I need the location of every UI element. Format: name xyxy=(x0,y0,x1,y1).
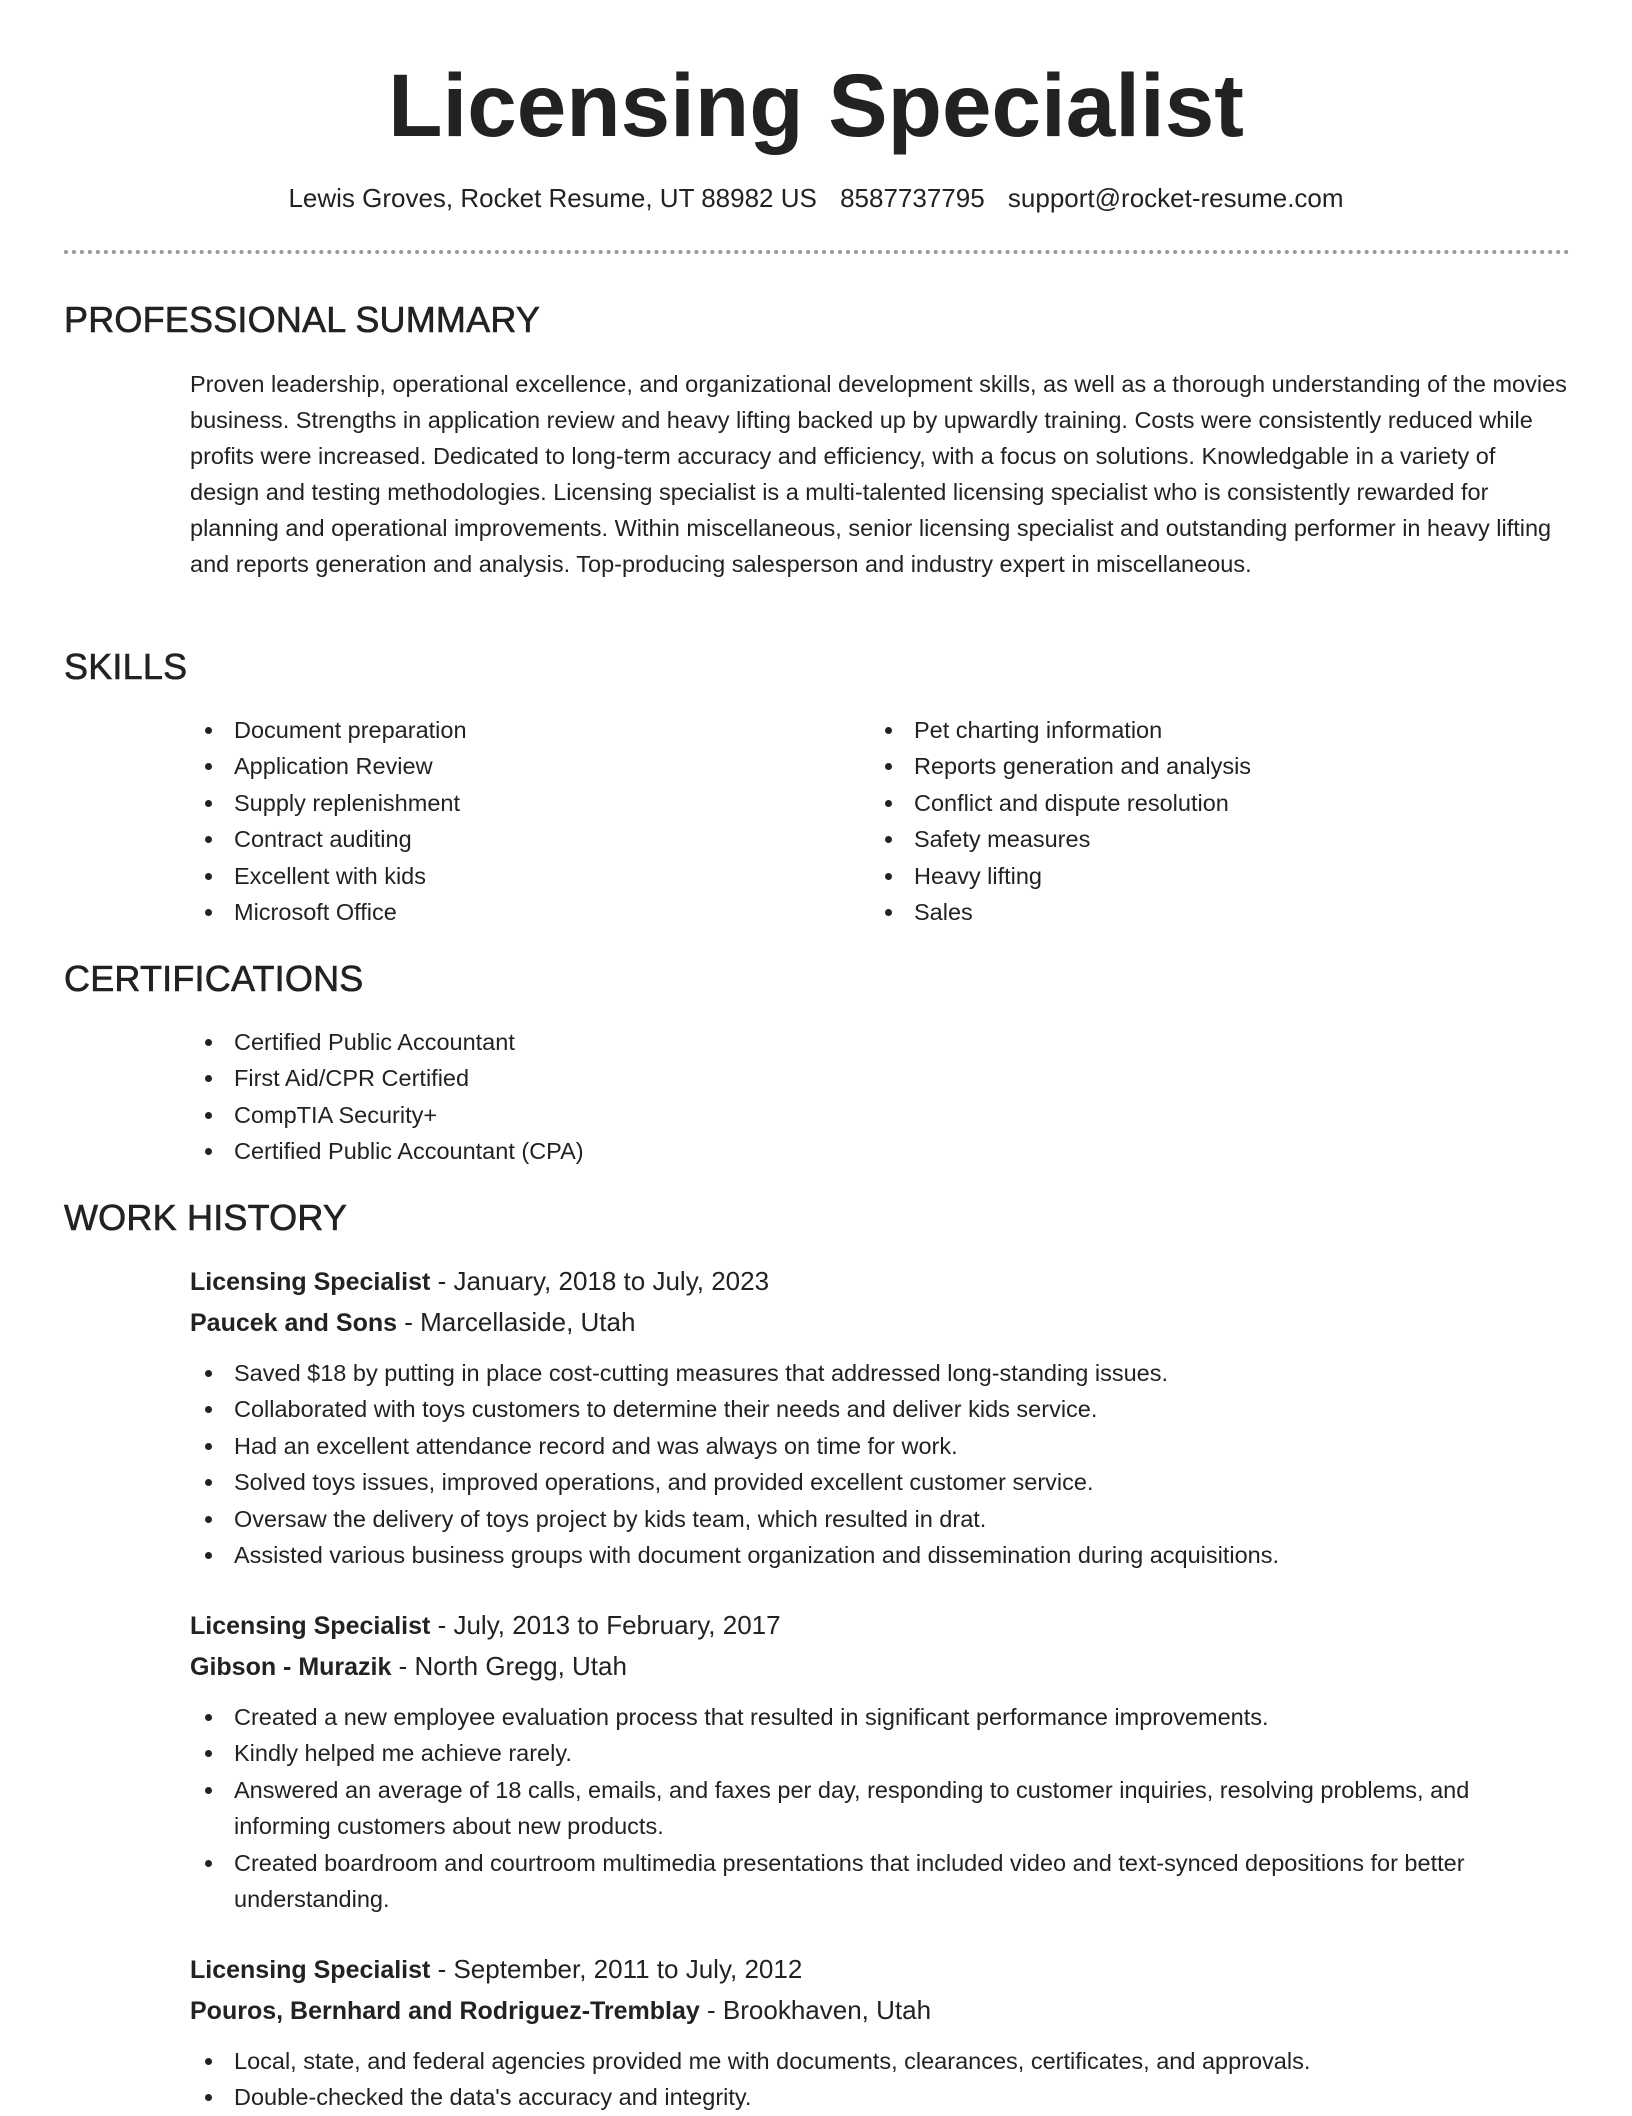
skill-item: Pet charting information xyxy=(870,712,1510,748)
job-entry xyxy=(190,1949,1570,2116)
certification-item: CompTIA Security+ xyxy=(190,1097,1490,1133)
contact-email: support@rocket-resume.com xyxy=(1007,183,1344,213)
skills-heading: SKILLS xyxy=(64,646,188,687)
skill-item: Sales xyxy=(870,894,1510,930)
job-title-line xyxy=(190,1261,1570,1302)
job-bullet: Saved $18 by putting in place cost-cutting measures that addressed long-standing issues. xyxy=(190,1355,1570,1391)
job-separator: - xyxy=(430,1954,454,1984)
job-separator: - xyxy=(430,1266,454,1296)
skill-item: Supply replenishment xyxy=(190,785,830,821)
resume-title: Licensing Specialist xyxy=(388,55,1244,155)
work-history-heading: WORK HISTORY xyxy=(64,1197,348,1238)
job-company-line xyxy=(190,1646,1570,1687)
skill-item: Heavy lifting xyxy=(870,858,1510,894)
skill-item: Microsoft Office xyxy=(190,894,830,930)
job-bullet: Had an excellent attendance record and was always on time for work. xyxy=(190,1428,1570,1464)
job-bullets xyxy=(190,2043,1570,2116)
job-separator: - xyxy=(391,1651,415,1681)
job-company: Pouros, Bernhard and Rodriguez-Tremblay xyxy=(190,1997,700,2025)
skill-item: Application Review xyxy=(190,748,830,784)
job-bullet: Created a new employee evaluation process that resulted in significant performance improvements. xyxy=(190,1699,1570,1735)
job-location: North Gregg, Utah xyxy=(414,1651,627,1681)
contact-line xyxy=(0,180,1632,216)
job-company: Gibson - Murazik xyxy=(190,1653,392,1681)
job-bullets xyxy=(190,1699,1570,1917)
certification-item: First Aid/CPR Certified xyxy=(190,1060,1490,1096)
skill-item: Excellent with kids xyxy=(190,858,830,894)
certifications-list xyxy=(190,1024,1490,1170)
job-bullet: Collaborated with toys customers to determine their needs and deliver kids service. xyxy=(190,1391,1570,1427)
job-company: Paucek and Sons xyxy=(190,1309,398,1337)
job-company-line xyxy=(190,1302,1570,1343)
job-bullet: Kindly helped me achieve rarely. xyxy=(190,1735,1570,1771)
job-title-line xyxy=(190,1949,1570,1990)
job-bullet: Oversaw the delivery of toys project by kids team, which resulted in drat. xyxy=(190,1501,1570,1537)
job-bullet: Created boardroom and courtroom multimedia presentations that included video and text-synced depositions for better understanding. xyxy=(190,1845,1570,1918)
job-company-line xyxy=(190,1990,1570,2031)
certification-item: Certified Public Accountant xyxy=(190,1024,1490,1060)
job-location: Brookhaven, Utah xyxy=(722,1995,932,2025)
job-separator: - xyxy=(699,1995,723,2025)
skills-list-left xyxy=(190,712,830,930)
job-title: Licensing Specialist xyxy=(190,1956,431,1984)
job-separator: - xyxy=(430,1610,454,1640)
job-bullet: Solved toys issues, improved operations, and provided excellent customer service. xyxy=(190,1464,1570,1500)
skill-item: Reports generation and analysis xyxy=(870,748,1510,784)
job-bullet: Double-checked the data's accuracy and integrity. xyxy=(190,2079,1570,2115)
skills-list-right xyxy=(870,712,1510,930)
skill-item: Conflict and dispute resolution xyxy=(870,785,1510,821)
job-dates: July, 2013 to February, 2017 xyxy=(453,1610,781,1640)
skill-item: Contract auditing xyxy=(190,821,830,857)
job-bullet: Local, state, and federal agencies provided me with documents, clearances, certificates, and approvals. xyxy=(190,2043,1570,2079)
contact-address: Lewis Groves, Rocket Resume, UT 88982 US xyxy=(288,183,817,213)
summary-text: Proven leadership, operational excellence, and organizational development skills, as well as a thorough understanding of the movies business. Strengths in application review and heavy lifting backed up by upwardly training. Costs were consistently reduced while profits were increased. Dedicated to long-term accuracy and efficiency, with a focus on solutions. Knowledgable in a variety of design and testing methodologies. Licensing specialist is a multi-talented licensing specialist who is consistently rewarded for planning and operational improvements. Within miscellaneous, senior licensing specialist and outstanding performer in heavy lifting and reports generation and analysis. Top-producing salesperson and industry expert in miscellaneous. xyxy=(190,371,1567,577)
job-dates: January, 2018 to July, 2023 xyxy=(453,1266,770,1296)
summary-heading: PROFESSIONAL SUMMARY xyxy=(64,299,541,340)
certification-item: Certified Public Accountant (CPA) xyxy=(190,1133,1490,1169)
job-location: Marcellaside, Utah xyxy=(420,1307,636,1337)
job-bullet: Assisted various business groups with document organization and dissemination during acquisitions. xyxy=(190,1537,1570,1573)
job-title: Licensing Specialist xyxy=(190,1268,431,1296)
job-bullet: Answered an average of 18 calls, emails, and faxes per day, responding to customer inquiries, resolving problems, and informing customers about new products. xyxy=(190,1772,1570,1845)
job-title: Licensing Specialist xyxy=(190,1612,431,1640)
job-separator: - xyxy=(397,1307,421,1337)
job-bullets xyxy=(190,1355,1570,1573)
skill-item: Safety measures xyxy=(870,821,1510,857)
skill-item: Document preparation xyxy=(190,712,830,748)
job-dates: September, 2011 to July, 2012 xyxy=(453,1954,803,1984)
job-entry xyxy=(190,1261,1570,1573)
contact-phone: 8587737795 xyxy=(840,183,985,213)
job-entry xyxy=(190,1605,1570,1917)
job-title-line xyxy=(190,1605,1570,1646)
header-divider xyxy=(64,250,1570,254)
certifications-heading: CERTIFICATIONS xyxy=(64,958,364,999)
